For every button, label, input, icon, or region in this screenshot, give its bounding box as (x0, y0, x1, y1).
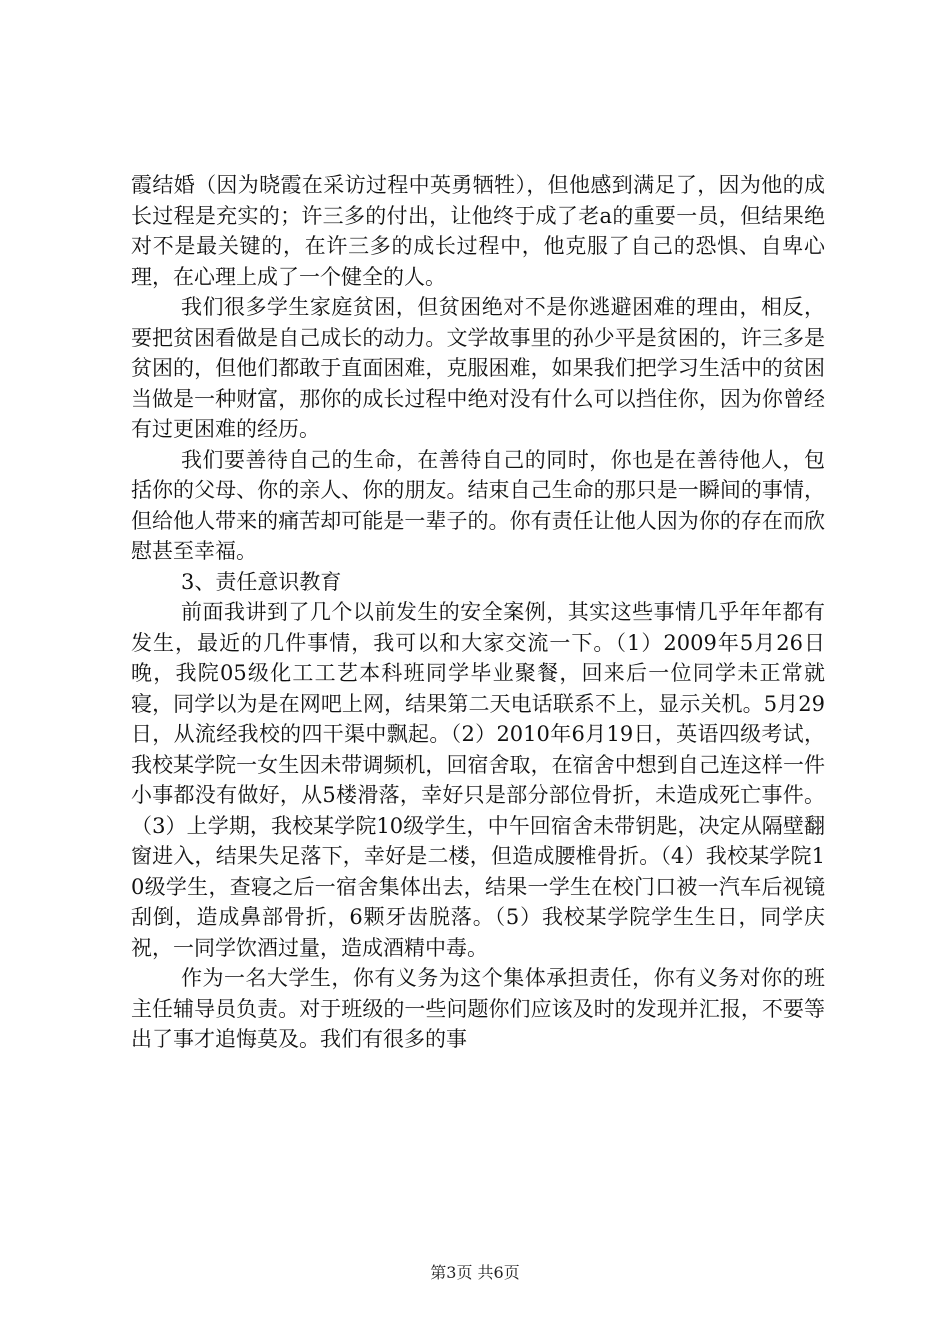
paragraph-safety-cases: 前面我讲到了几个以前发生的安全案例，其实这些事情几乎年年都有发生，最近的几件事情，我可以和大家交流一下。（1）2009年5月26日晚，我院05级化工工艺本科班同学毕业聚餐，回来后一位同学未正常就寝，同学以为是在网吧上网，结果第二天电话联系不上，显示关机。5月29日，从流经我校的四干渠中飘起。（2）2010年6月19日，英语四级考试，我校某学院一女生因未带调频机，回宿舍取，在宿舍中想到自己连这样一件小事都没有做好，从5楼滑落，幸好只是部分部位骨折，未造成死亡事件。（3）上学期，我校某学院10级学生，中午回宿舍未带钥匙，决定从隔壁翻窗进入，结果失足落下，幸好是二楼，但造成腰椎骨折。（4）我校某学院10级学生，查寝之后一宿舍集体出去，结果一学生在校门口被一汽车后视镜刮倒，造成鼻部骨折，6颗牙齿脱落。（5）我校某学院学生生日，同学庆祝，一同学饮酒过量，造成酒精中毒。 (131, 600, 825, 960)
paragraph-continuation: 霞结婚（因为晓霞在采访过程中英勇牺牲），但他感到满足了，因为他的成长过程是充实的；许三多的付出，让他终于成了老a的重要一员，但结果绝对不是最关键的，在许三多的成长过程中，他克服了自己的恐惧、自卑心理，在心理上成了一个健全的人。 (131, 173, 825, 289)
document-body (131, 170, 825, 1055)
paragraph-duty: 作为一名大学生，你有义务为这个集体承担责任，你有义务对你的班主任辅导员负责。对于班级的一些问题你们应该及时的发现并汇报，不要等出了事才追悔莫及。我们有很多的事 (131, 966, 825, 1051)
paragraph-cherish-life: 我们要善待自己的生命，在善待自己的同时，你也是在善待他人，包括你的父母、你的亲人、你的朋友。结束自己生命的那只是一瞬间的事情，但给他人带来的痛苦却可能是一辈子的。你有责任让他人因为你的存在而欣慰甚至幸福。 (131, 447, 825, 563)
page-number-footer: 第3页 共6页 (430, 1263, 520, 1282)
paragraph-poverty: 我们很多学生家庭贫困，但贫困绝对不是你逃避困难的理由，相反，要把贫困看做是自己成长的动力。文学故事里的孙少平是贫困的，许三多是贫困的，但他们都敢于直面困难，克服困难，如果我们把学习生活中的贫困当做是一种财富，那你的成长过程中绝对没有什么可以挡住你，因为你曾经有过更困难的经历。 (131, 295, 825, 441)
section-heading-responsibility: 3、责任意识教育 (181, 569, 342, 594)
